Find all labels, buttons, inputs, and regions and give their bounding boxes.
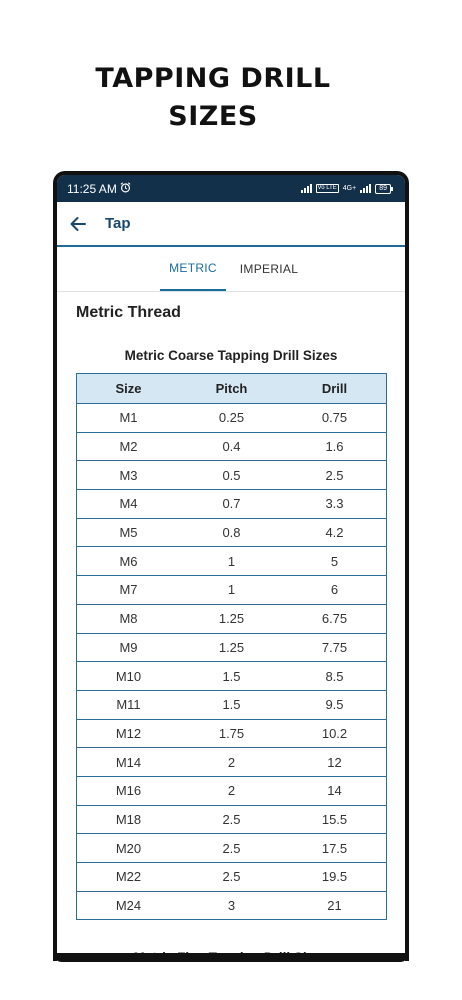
- signal-icon: [301, 184, 312, 193]
- cell-pitch: 0.4: [222, 439, 241, 455]
- app-bar: [57, 202, 405, 247]
- cell-pitch: 2.5: [222, 869, 241, 885]
- cell-drill: 14: [327, 783, 342, 799]
- cell-size: M10: [115, 668, 142, 684]
- cell-size: M5: [119, 525, 138, 541]
- cell-pitch: 0.7: [222, 496, 241, 512]
- cell-size: M20: [115, 840, 142, 856]
- cell-size: M12: [115, 725, 142, 741]
- table-row: [77, 719, 386, 748]
- table-row: [77, 518, 386, 547]
- cell-size: M7: [119, 582, 138, 598]
- cell-pitch: 1: [227, 553, 236, 569]
- cell-size: M4: [119, 496, 138, 512]
- cell-size: M22: [115, 869, 142, 885]
- header-size: Size: [115, 381, 142, 396]
- cell-size: M18: [115, 811, 142, 827]
- volte-badge: Vo LTE: [317, 185, 337, 191]
- table-row: [77, 633, 386, 662]
- tab-bar: [57, 247, 405, 292]
- table-row: [77, 460, 386, 489]
- cell-pitch: 1.75: [218, 725, 245, 741]
- table-title: Metric Coarse Tapping Drill Sizes: [124, 348, 338, 363]
- back-arrow-icon[interactable]: [65, 211, 91, 237]
- table-row: [77, 833, 386, 862]
- cell-drill: 0.75: [321, 410, 348, 426]
- cell-drill: 8.5: [325, 668, 344, 684]
- table-row: [77, 891, 386, 920]
- cell-pitch: 2.5: [222, 811, 241, 827]
- tab-metric[interactable]: METRIC: [160, 247, 226, 291]
- cell-drill: 3.3: [325, 496, 344, 512]
- table-row: [77, 661, 386, 690]
- cell-pitch: 2: [227, 754, 236, 770]
- promo-title-line1: TAPPING DRILL: [95, 63, 331, 94]
- cell-size: M3: [119, 467, 138, 483]
- table-row: [77, 432, 386, 461]
- alarm-icon: [120, 182, 131, 196]
- cell-drill: 2.5: [325, 467, 344, 483]
- table-row: [77, 575, 386, 604]
- table-row: [77, 489, 386, 518]
- status-bar: [57, 175, 405, 202]
- cell-size: M6: [119, 553, 138, 569]
- cell-pitch: 0.5: [222, 467, 241, 483]
- table-row: [77, 690, 386, 719]
- cell-pitch: 1.5: [222, 697, 241, 713]
- cell-drill: 21: [327, 898, 342, 914]
- cell-pitch: 2.5: [222, 840, 241, 856]
- cell-drill: 1.6: [325, 439, 344, 455]
- promo-title-line2: SIZES: [168, 101, 258, 132]
- cell-size: M2: [119, 439, 138, 455]
- header-drill: Drill: [321, 381, 348, 396]
- battery-icon: [375, 184, 391, 194]
- table-row: [77, 805, 386, 834]
- tab-imperial[interactable]: IMPERIAL: [239, 262, 299, 276]
- cell-pitch: 1: [227, 582, 236, 598]
- cell-size: M11: [116, 697, 141, 713]
- signal-icon-2: [360, 184, 371, 193]
- cell-drill: 12: [327, 754, 342, 770]
- cell-pitch: 1.25: [218, 611, 245, 627]
- network-label: 4G+: [342, 185, 357, 192]
- cell-pitch: 1.25: [218, 639, 245, 655]
- cell-size: M14: [115, 754, 142, 770]
- promo-title: [0, 60, 426, 136]
- cell-drill: 4.2: [325, 525, 344, 541]
- table-row: [77, 862, 386, 891]
- table-row: [77, 747, 386, 776]
- drill-size-table: [76, 373, 387, 920]
- phone-frame-bottom: [53, 953, 409, 962]
- phone-frame: [53, 171, 409, 961]
- cell-size: M8: [119, 611, 138, 627]
- table-row: [77, 546, 386, 575]
- table-row: [77, 776, 386, 805]
- cell-pitch: 0.25: [218, 410, 245, 426]
- cell-pitch: 1.5: [222, 668, 241, 684]
- table-row: [77, 604, 386, 633]
- cell-pitch: 2: [227, 783, 236, 799]
- table-header-row: [77, 374, 386, 403]
- cell-size: M1: [119, 410, 138, 426]
- header-pitch: Pitch: [215, 381, 248, 396]
- cell-drill: 10.2: [321, 725, 348, 741]
- cell-size: M9: [119, 639, 138, 655]
- cell-drill: 5: [330, 553, 339, 569]
- cell-drill: 9.5: [325, 697, 344, 713]
- section-title: Metric Thread: [76, 304, 181, 321]
- cell-drill: 19.5: [321, 869, 348, 885]
- cell-drill: 6: [330, 582, 339, 598]
- table-row: [77, 403, 386, 432]
- battery-level: 89: [379, 184, 387, 192]
- cell-pitch: 0.8: [222, 525, 241, 541]
- cell-pitch: 3: [227, 898, 236, 914]
- cell-drill: 15.5: [321, 811, 348, 827]
- cell-drill: 7.75: [321, 639, 348, 655]
- cell-drill: 6.75: [321, 611, 348, 627]
- content-area: [57, 304, 405, 961]
- app-bar-title: Tap: [105, 215, 131, 232]
- cell-drill: 17.5: [321, 840, 348, 856]
- cell-size: M16: [115, 783, 142, 799]
- cell-size: M24: [115, 898, 142, 914]
- status-time: 11:25 AM: [67, 181, 117, 196]
